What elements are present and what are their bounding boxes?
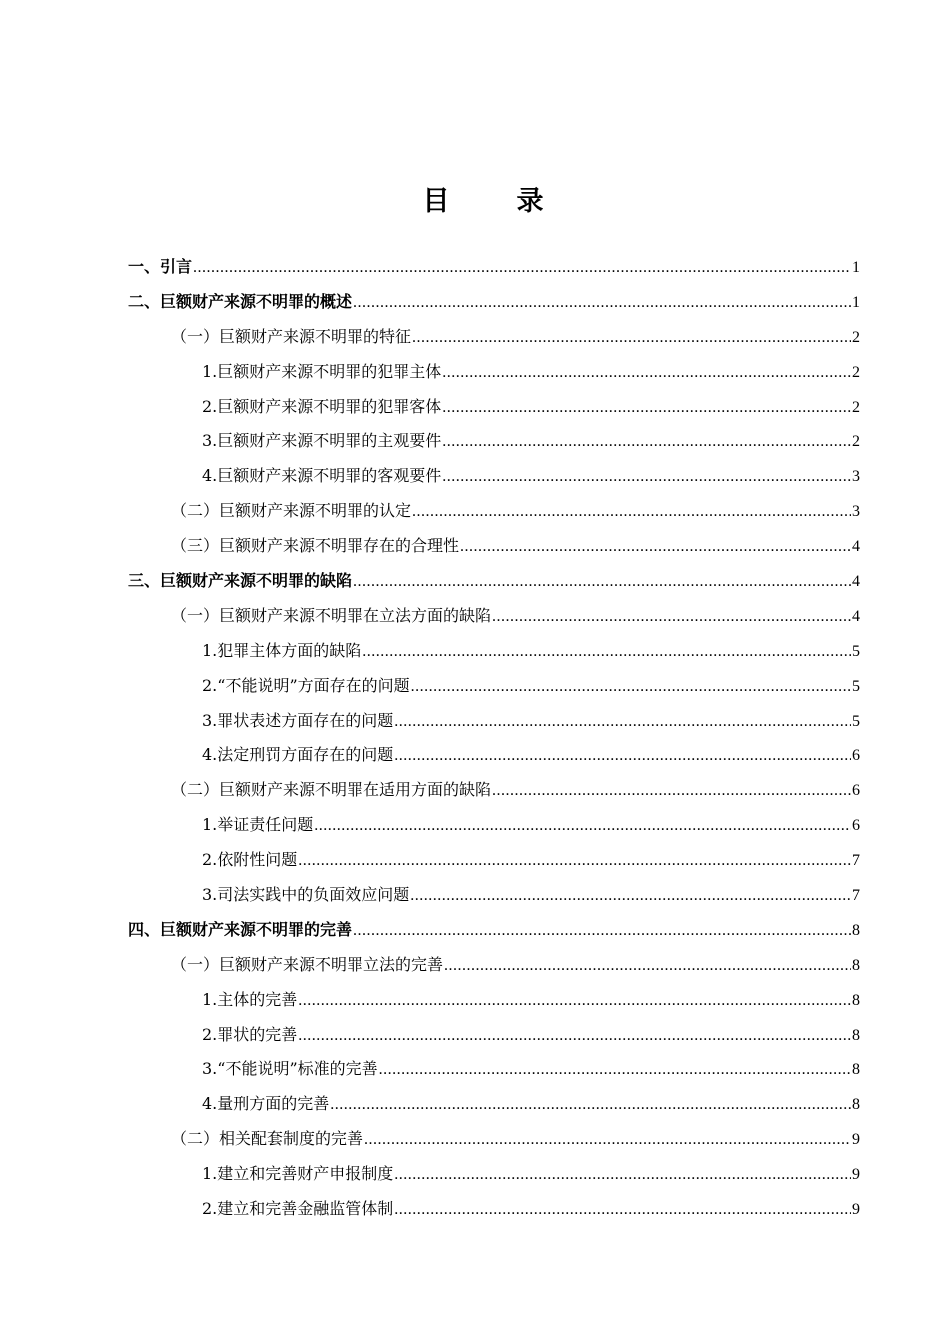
dot-leader	[442, 391, 851, 426]
dot-leader	[193, 251, 851, 286]
toc-entry-label: 4.巨额财产来源不明罪的客观要件	[202, 466, 442, 486]
toc-entry-label: 2.“不能说明”方面存在的问题	[202, 675, 410, 695]
dot-leader	[492, 774, 851, 809]
toc-entry[interactable]	[128, 1087, 860, 1122]
toc-entry-label: 2.巨额财产来源不明罪的犯罪客体	[202, 396, 442, 416]
dot-leader	[442, 356, 851, 391]
toc-entry[interactable]	[128, 634, 860, 669]
toc-entry-label: （二）相关配套制度的完善	[171, 1129, 364, 1149]
toc-title: 目 录	[422, 186, 564, 217]
toc-page-number: 5	[852, 677, 860, 695]
toc-entry-label: （二）巨额财产来源不明罪在适用方面的缺陷	[171, 780, 492, 800]
toc-entry-label: 2.罪状的完善	[202, 1024, 298, 1044]
dot-leader	[362, 635, 851, 670]
dot-leader	[442, 425, 851, 460]
dot-leader	[442, 460, 851, 495]
toc-entry[interactable]	[128, 669, 860, 704]
toc-page-number: 8	[852, 956, 860, 974]
dot-leader	[460, 530, 851, 565]
toc-entry-label: （一）巨额财产来源不明罪的特征	[171, 326, 412, 346]
toc-page-number: 8	[852, 921, 860, 939]
toc-page-number: 8	[852, 991, 860, 1009]
toc-page-number: 4	[852, 538, 860, 556]
toc-entry[interactable]	[128, 878, 860, 913]
toc-entry-label: 4.量刑方面的完善	[202, 1094, 330, 1114]
toc-entry[interactable]	[128, 983, 860, 1018]
toc-entry-label: 三、巨额财产来源不明罪的缺陷	[128, 571, 353, 591]
toc-page-number: 9	[852, 1166, 860, 1184]
toc-entry[interactable]	[128, 390, 860, 425]
toc-entry[interactable]	[128, 948, 860, 983]
toc-entry[interactable]	[128, 320, 860, 355]
toc-page-number: 4	[852, 573, 860, 591]
toc-entry-label: 3.司法实践中的负面效应问题	[202, 885, 410, 905]
dot-leader	[353, 914, 851, 949]
dot-leader	[412, 495, 851, 530]
toc-entry[interactable]	[128, 285, 860, 320]
toc-entry-label: 1.巨额财产来源不明罪的犯罪主体	[202, 361, 442, 381]
toc-page-number: 4	[852, 607, 860, 625]
toc-page-number: 9	[852, 1131, 860, 1149]
toc-page-number: 5	[852, 642, 860, 660]
toc-entry-label: 1.建立和完善财产申报制度	[202, 1164, 394, 1184]
toc-entry-label: （二）巨额财产来源不明罪的认定	[171, 501, 412, 521]
toc-entry-label: 3.巨额财产来源不明罪的主观要件	[202, 431, 442, 451]
toc-entry[interactable]	[128, 1157, 860, 1192]
toc-entry-label: 3.“不能说明”标准的完善	[202, 1059, 378, 1079]
dot-leader	[412, 321, 851, 356]
toc-page-number: 2	[852, 398, 860, 416]
toc-page-number: 6	[852, 747, 860, 765]
toc-entry[interactable]	[128, 494, 860, 529]
toc-entry[interactable]	[128, 808, 860, 843]
dot-leader	[411, 670, 851, 705]
toc-page-number: 8	[852, 1061, 860, 1079]
toc-page-number: 6	[852, 782, 860, 800]
toc-entry-label: 4.法定刑罚方面存在的问题	[202, 745, 394, 765]
toc-entry[interactable]	[128, 599, 860, 634]
toc-page-number: 8	[852, 1026, 860, 1044]
dot-leader	[394, 1158, 851, 1193]
dot-leader	[330, 1088, 851, 1123]
dot-leader	[314, 809, 851, 844]
toc-entry[interactable]	[128, 529, 860, 564]
toc-entry[interactable]	[128, 1122, 860, 1157]
toc-entry[interactable]	[128, 1018, 860, 1053]
toc-entry[interactable]	[128, 564, 860, 599]
dot-leader	[410, 879, 851, 914]
toc-page-number: 7	[852, 852, 860, 870]
toc-entry[interactable]	[128, 250, 860, 285]
dot-leader	[364, 1123, 851, 1158]
toc-page-number: 5	[852, 712, 860, 730]
table-of-contents	[128, 250, 860, 1227]
dot-leader	[353, 565, 851, 600]
toc-entry-label: 1.举证责任问题	[202, 815, 314, 835]
toc-entry-label: （一）巨额财产来源不明罪在立法方面的缺陷	[171, 605, 492, 625]
toc-page-number: 1	[852, 259, 860, 276]
toc-page-number: 8	[852, 1096, 860, 1114]
dot-leader	[492, 600, 851, 635]
toc-entry[interactable]	[128, 459, 860, 494]
dot-leader	[298, 1019, 851, 1054]
toc-entry[interactable]	[128, 773, 860, 808]
toc-page-number: 3	[852, 468, 860, 486]
toc-entry-label: （三）巨额财产来源不明罪存在的合理性	[171, 536, 460, 556]
toc-entry[interactable]	[128, 738, 860, 773]
dot-leader	[298, 984, 851, 1019]
toc-page-number: 1	[852, 293, 860, 311]
toc-entry-label: 四、巨额财产来源不明罪的完善	[128, 919, 353, 939]
toc-entry[interactable]	[128, 1052, 860, 1087]
toc-page-number: 6	[852, 817, 860, 835]
toc-entry[interactable]	[128, 424, 860, 459]
toc-page-number: 2	[852, 433, 860, 451]
toc-entry-label: 1.主体的完善	[202, 989, 298, 1009]
toc-entry-label: 1.犯罪主体方面的缺陷	[202, 640, 362, 660]
toc-entry[interactable]	[128, 355, 860, 390]
toc-entry-label: 2.依附性问题	[202, 850, 298, 870]
toc-page-number: 2	[852, 363, 860, 381]
toc-page-number: 9	[852, 1201, 860, 1219]
toc-page-number: 7	[852, 887, 860, 905]
toc-entry-label: 二、巨额财产来源不明罪的概述	[128, 291, 353, 311]
toc-entry[interactable]	[128, 843, 860, 878]
toc-entry-label: （一）巨额财产来源不明罪立法的完善	[171, 954, 444, 974]
dot-leader	[379, 1053, 851, 1088]
toc-entry[interactable]	[128, 913, 860, 948]
toc-entry[interactable]	[128, 1192, 860, 1227]
toc-entry-label: 2.建立和完善金融监管体制	[202, 1199, 394, 1219]
dot-leader	[394, 705, 851, 740]
toc-entry-label: 一、引言	[128, 257, 193, 276]
dot-leader	[353, 286, 851, 321]
toc-page-number: 2	[852, 328, 860, 346]
dot-leader	[394, 739, 851, 774]
toc-page-number: 3	[852, 503, 860, 521]
dot-leader	[444, 949, 851, 984]
dot-leader	[394, 1193, 851, 1228]
dot-leader	[298, 844, 851, 879]
toc-entry[interactable]	[128, 704, 860, 739]
toc-entry-label: 3.罪状表述方面存在的问题	[202, 710, 394, 730]
